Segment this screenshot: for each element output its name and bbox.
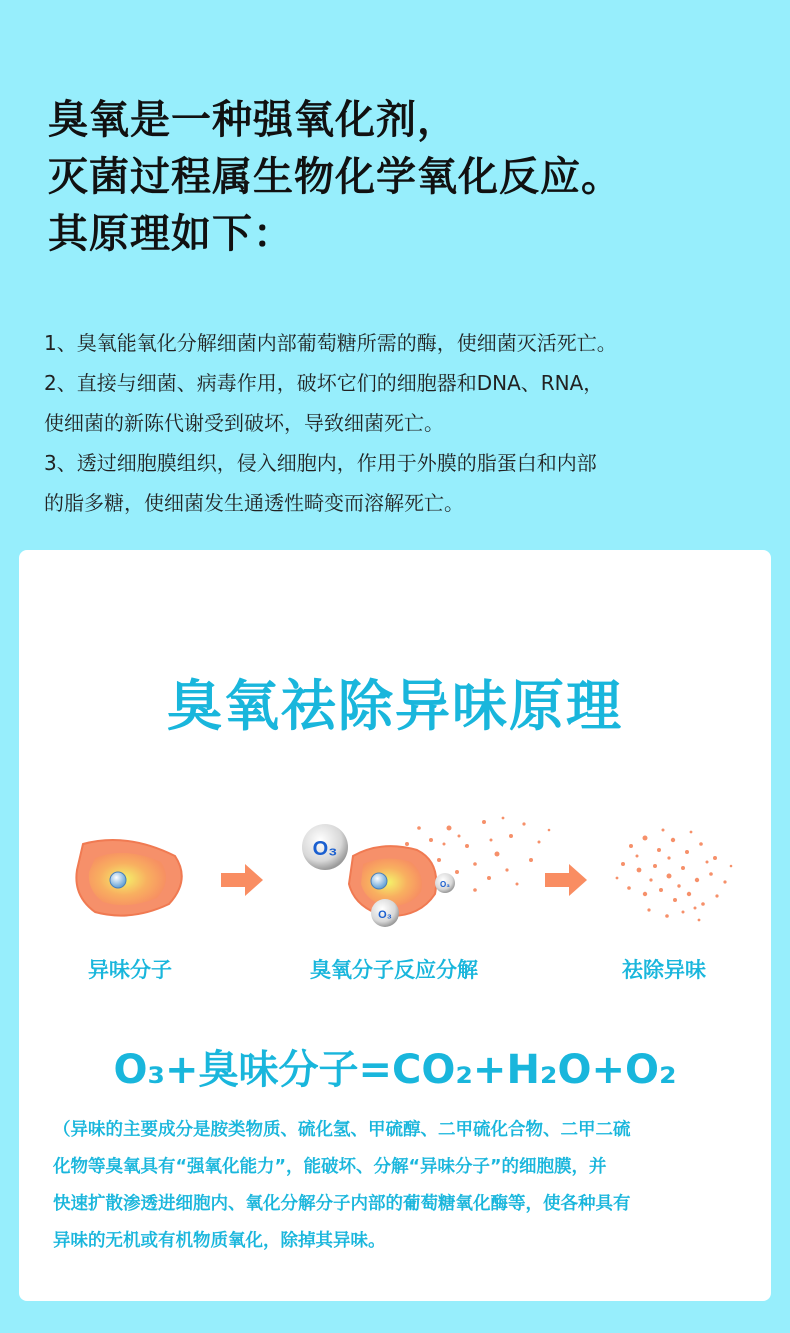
principle-item-2b: 使细菌的新陈代谢受到破坏，导致细菌死亡。 xyxy=(44,411,444,435)
stage-label-removed: 祛除异味 xyxy=(622,958,706,982)
stage-label-reaction: 臭氧分子反应分解 xyxy=(310,958,478,982)
odor-note-line-3: 快速扩散渗透进细胞内、氧化分解分子内部的葡萄糖氧化酶等，使各种具有 xyxy=(53,1194,631,1214)
odor-note-line-2: 化物等臭氧具有“强氧化能力”，能破坏、分解“异味分子”的细胞膜，并 xyxy=(53,1157,607,1177)
o3-bubble-icon xyxy=(371,899,399,927)
principle-item-2a: 2、直接与细菌、病毒作用，破坏它们的细胞器和DNA、RNA， xyxy=(44,371,604,395)
o3-bubble-icon xyxy=(435,873,455,893)
reacting-molecule-icon xyxy=(302,817,550,927)
molecule-icon xyxy=(76,840,181,916)
principle-item-3b: 的脂多糖，使细菌发生通透性畸变而溶解死亡。 xyxy=(44,491,464,515)
reaction-formula-text: O₃+臭味分子=CO₂+H₂O+O₂ xyxy=(113,1047,677,1093)
o3-bubble-label-medium: O₃ xyxy=(378,909,392,921)
principle-item-3a: 3、透过细胞膜组织，侵入细胞内，作用于外膜的脂蛋白和内部 xyxy=(44,451,597,475)
stage-label-odor-molecule: 异味分子 xyxy=(88,958,172,982)
headline-line-2: 灭菌过程属生物化学氧化反应。 xyxy=(48,154,622,200)
o3-bubble-icon xyxy=(302,824,348,870)
card-title: 臭氧祛除异味原理 xyxy=(166,674,623,738)
deodorize-card xyxy=(19,550,771,1301)
principle-item-1: 1、臭氧能氧化分解细菌内部葡萄糖所需的酶，使细菌灭活死亡。 xyxy=(44,331,617,355)
o3-bubble-label-small: O₃ xyxy=(440,880,450,889)
o3-bubble-label-large: O₃ xyxy=(312,838,338,860)
headline-line-3: 其原理如下： xyxy=(48,211,294,257)
odor-note-line-4: 异味的无机或有机物质氧化，除掉其异味。 xyxy=(53,1231,386,1251)
reaction-formula xyxy=(19,1038,771,1095)
deodorize-illustration xyxy=(19,800,771,940)
headline-line-1: 臭氧是一种强氧化剂， xyxy=(48,97,458,143)
odor-note xyxy=(53,1112,743,1260)
headline xyxy=(48,92,622,263)
particle-cloud-icon xyxy=(616,829,733,922)
principle-list xyxy=(44,323,744,523)
arrow-right-icon xyxy=(221,864,263,896)
odor-note-line-1: （异味的主要成分是胺类物质、硫化氢、甲硫醇、二甲硫化合物、二甲二硫 xyxy=(53,1120,631,1140)
arrow-right-icon xyxy=(545,864,587,896)
